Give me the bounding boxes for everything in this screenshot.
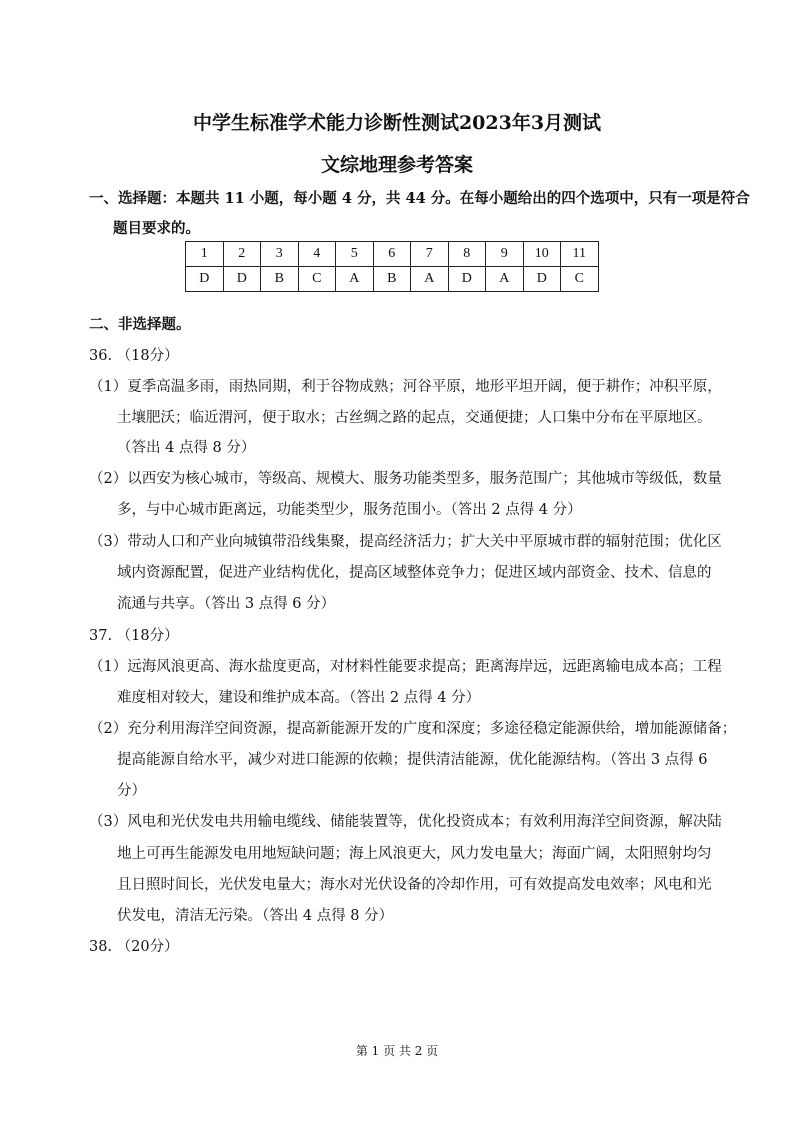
q36-p2-line: （2）以西安为核心城市，等级高、规模大、服务功能类型多，服务范围广；其他城市等级低，数量 <box>89 471 722 487</box>
answer-letter: A <box>411 267 449 292</box>
q36-header: 36. （18分） <box>89 348 179 364</box>
q36-p2-line: 多，与中心城市距离远，功能类型少，服务范围小。（答出 2 点得 4 分） <box>117 502 582 518</box>
question-number: 2 <box>223 242 261 267</box>
question-number: 7 <box>411 242 449 267</box>
q37-p2-line: （2）充分利用海洋空间资源，提高新能源开发的广度和深度；多途径稳定能源供给，增加能源储备； <box>89 721 737 737</box>
q37-p3-line: 地上可再生能源发电用地短缺问题；海上风浪更大，风力发电量大；海面广阔，太阳照射均匀 <box>117 846 712 862</box>
q37-p1-line: 难度相对较大，建设和维护成本高。（答出 2 点得 4 分） <box>117 690 481 706</box>
question-number: 1 <box>186 242 224 267</box>
page-title: 中学生标准学术能力诊断性测试2023年3月测试 <box>192 112 602 134</box>
answer-letter: B <box>373 267 411 292</box>
question-number: 8 <box>448 242 486 267</box>
q37-p3-line: （3）风电和光伏发电共用输电缆线、储能装置等，优化投资成本；有效利用海洋空间资源，解决陆 <box>89 814 722 830</box>
answer-letter: B <box>261 267 299 292</box>
answer-letter: D <box>186 267 224 292</box>
q37-p2-line: 分） <box>117 783 146 799</box>
page-footer: 第 1 页 共 2 页 <box>355 1044 439 1058</box>
q37-header: 37. （18分） <box>89 628 179 644</box>
q37-p3-line: 且日照时间长，光伏发电量大；海水对光伏设备的冷却作用，可有效提高发电效率；风电和光 <box>117 877 712 893</box>
question-number: 10 <box>523 242 561 267</box>
q36-p1-line: 土壤肥沃；临近渭河，便于取水；古丝绸之路的起点，交通便捷；人口集中分布在平原地区。 <box>117 410 712 426</box>
q38-header: 38. （20分） <box>89 939 179 955</box>
page-subtitle: 文综地理参考答案 <box>320 154 473 176</box>
answer-table-number-row <box>186 242 599 267</box>
answer-letter: D <box>448 267 486 292</box>
question-number: 5 <box>336 242 374 267</box>
answer-letter: C <box>298 267 336 292</box>
question-number: 6 <box>373 242 411 267</box>
q37-p1-line: （1）远海风浪更高、海水盐度更高，对材料性能要求提高；距离海岸远，远距离输电成本高；工程 <box>89 659 722 675</box>
answer-table-answer-row <box>186 267 599 292</box>
question-number: 9 <box>486 242 524 267</box>
q37-p3-line: 伏发电，清洁无污染。（答出 4 点得 8 分） <box>117 908 394 924</box>
section1-heading-line2: 题目要求的。 <box>113 220 200 237</box>
answer-letter: A <box>336 267 374 292</box>
answer-letter: A <box>486 267 524 292</box>
answer-letter: C <box>561 267 599 292</box>
q36-p3-line: （3）带动人口和产业向城镇带沿线集聚，提高经济活力；扩大关中平原城市群的辐射范围；优化区 <box>89 534 722 550</box>
question-number: 11 <box>561 242 599 267</box>
section2-heading: 二、非选择题。 <box>89 316 191 333</box>
section1-heading-line1: 一、选择题：本题共 11 小题，每小题 4 分，共 44 分。在每小题给出的四个选项中，只有一项是符合 <box>89 190 750 207</box>
q36-p1-line: （答出 4 点得 8 分） <box>117 440 256 456</box>
question-number: 4 <box>298 242 336 267</box>
answer-letter: D <box>523 267 561 292</box>
q36-p1-line: （1）夏季高温多雨，雨热同期，利于谷物成熟；河谷平原，地形平坦开阔，便于耕作；冲积平原， <box>89 379 722 395</box>
q36-p3-line: 域内资源配置，促进产业结构优化，提高区域整体竞争力；促进区域内部资金、技术、信息的 <box>117 565 712 581</box>
question-number: 3 <box>261 242 299 267</box>
q36-p3-line: 流通与共享。（答出 3 点得 6 分） <box>117 596 336 612</box>
answer-table <box>185 241 599 292</box>
answer-letter: D <box>223 267 261 292</box>
q37-p2-line: 提高能源自给水平，减少对进口能源的依赖；提供清洁能源，优化能源结构。（答出 3 点得 6 <box>117 752 708 768</box>
